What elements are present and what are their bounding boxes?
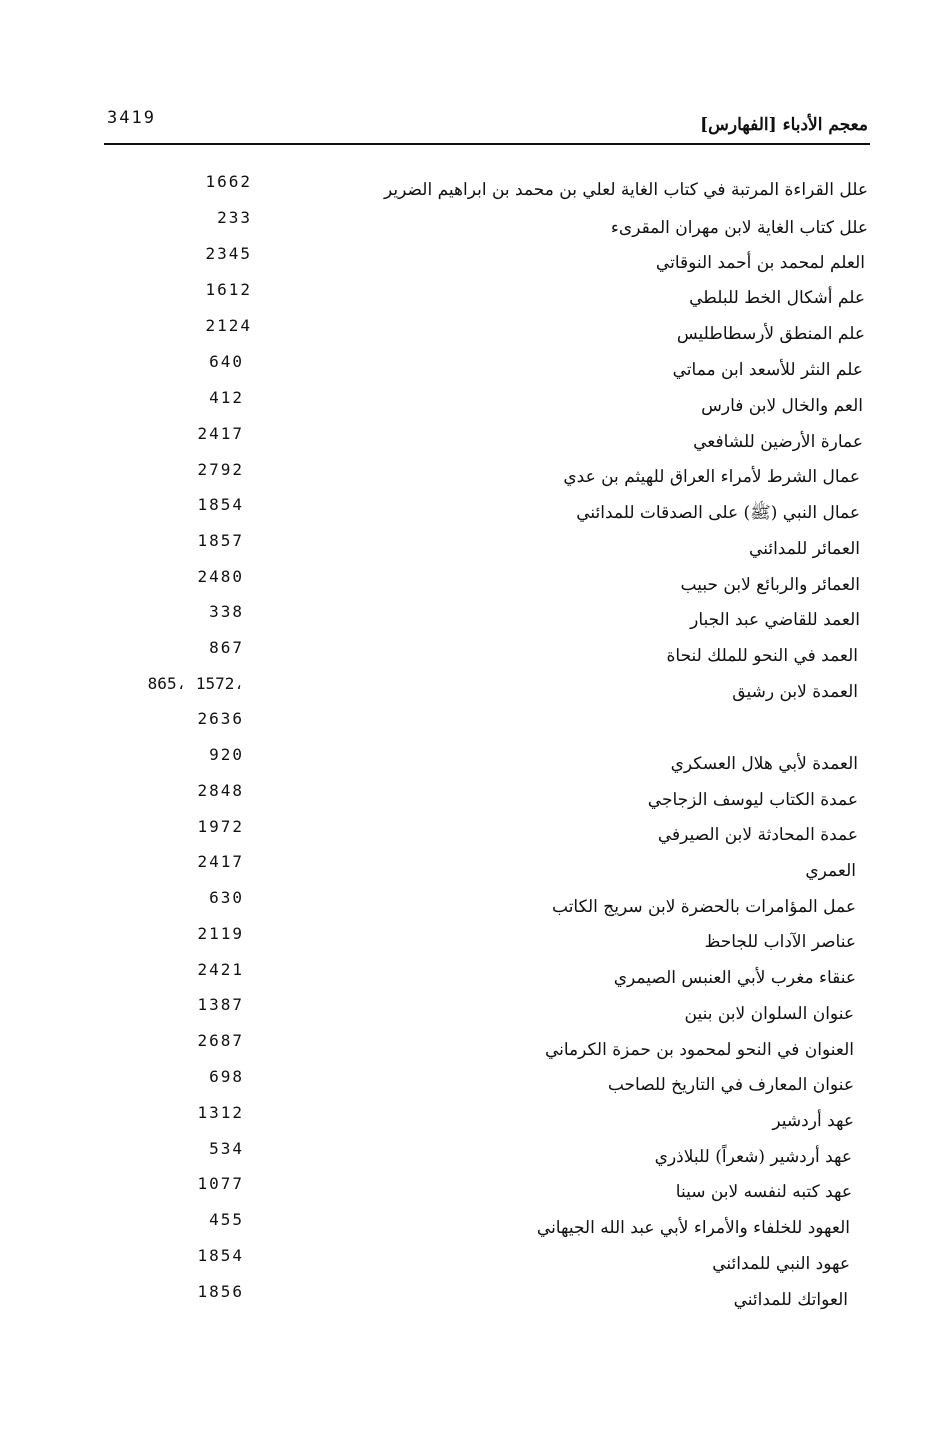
entry-page-numbers: 1856 (197, 1282, 244, 1301)
entry-title: العمري (805, 861, 856, 881)
entry-title: العهود للخلفاء والأمراء لأبي عبد الله الجيهاني (536, 1218, 850, 1238)
entry-page-numbers: 698 (209, 1067, 244, 1086)
entry-title: عمارة الأرضين للشافعي (693, 432, 863, 452)
entry-page-numbers: 1662 (205, 172, 252, 191)
entry-title: عناصر الآداب للجاحظ (704, 932, 856, 952)
entry-page-numbers: 2792 (197, 460, 244, 479)
entry-page-numbers: 412 (209, 388, 244, 407)
entry-page-numbers: 1854 (197, 495, 244, 514)
entry-title: عهد أردشير (772, 1111, 854, 1131)
entry-title: علم المنطق لأرسطاطليس (676, 324, 865, 344)
running-title: معجم الأدباء [الفهارس] (700, 115, 868, 135)
entry-title: عنوان السلوان لابن بنين (684, 1004, 854, 1024)
entry-title: عمدة الكتاب ليوسف الزجاجي (647, 790, 858, 810)
entry-title: العمد في النحو للملك لنحاة (666, 646, 858, 666)
entry-title: العمد للقاضي عبد الجبار (690, 610, 860, 630)
entry-page-numbers: 865، 1572، (147, 674, 244, 693)
entry-page-numbers: 630 (209, 888, 244, 907)
entry-title: العمائر والربائع لابن حبيب (680, 575, 860, 595)
entry-title: علم النثر للأسعد ابن مماتي (672, 360, 863, 380)
entry-title: العمدة لأبي هلال العسكري (670, 754, 858, 774)
entry-page-numbers: 2119 (197, 924, 244, 943)
entry-page-numbers: 2417 (197, 852, 244, 871)
entry-title: العمدة لابن رشيق (732, 682, 858, 702)
entry-title: العم والخال لابن فارس (701, 396, 863, 416)
entry-title: عمال النبي (ﷺ) على الصدقات للمدائني (576, 503, 860, 523)
page-number: 3419 (107, 108, 156, 128)
entry-title: عنوان المعارف في التاريخ للصاحب (607, 1075, 854, 1095)
entry-page-numbers: 1387 (197, 995, 244, 1014)
entry-title: علل كتاب الغاية لابن مهران المقرىء (610, 218, 868, 238)
entry-page-numbers: 1612 (205, 280, 252, 299)
entry-page-numbers: 1857 (197, 531, 244, 550)
entry-title: العمائر للمدائني (749, 539, 860, 559)
entry-page-numbers: 2124 (205, 316, 252, 335)
entry-title: علم أشكال الخط للبلطي (689, 288, 865, 308)
entry-title: عهد كتبه لنفسه لابن سينا (675, 1182, 852, 1202)
entry-title: العواتك للمدائني (733, 1290, 848, 1310)
entry-page-numbers: 2848 (197, 781, 244, 800)
entry-page-numbers: 2636 (197, 709, 244, 728)
entry-page-numbers: 640 (209, 352, 244, 371)
entry-page-numbers: 338 (209, 602, 244, 621)
entry-page-numbers: 2687 (197, 1031, 244, 1050)
entry-title: عمال الشرط لأمراء العراق للهيثم بن عدي (563, 467, 860, 487)
entry-title: عهد أردشير (شعراً) للبلاذري (654, 1147, 852, 1167)
entry-page-numbers: 2421 (197, 960, 244, 979)
entry-page-numbers: 455 (209, 1210, 244, 1229)
entry-title: عمدة المحادثة لابن الصيرفي (657, 825, 858, 845)
entry-page-numbers: 233 (217, 208, 252, 227)
entry-page-numbers: 920 (209, 745, 244, 764)
entry-page-numbers: 1312 (197, 1103, 244, 1122)
entry-page-numbers: 867 (209, 638, 244, 657)
entry-page-numbers: 534 (209, 1139, 244, 1158)
entry-title: العنوان في النحو لمحمود بن حمزة الكرماني (544, 1040, 854, 1060)
entry-title: علل القراءة المرتبة في كتاب الغاية لعلي بن محمد بن ابراهيم الضرير (384, 180, 868, 200)
entry-page-numbers: 2480 (197, 567, 244, 586)
entry-title: عنقاء مغرب لأبي العنبس الصيمري (613, 968, 856, 988)
entry-page-numbers: 2345 (205, 244, 252, 263)
entry-page-numbers: 1854 (197, 1246, 244, 1265)
entry-page-numbers: 1077 (197, 1174, 244, 1193)
entry-title: العلم لمحمد بن أحمد النوقاتي (655, 253, 865, 273)
entry-title: عهود النبي للمدائني (712, 1254, 850, 1274)
entry-title: عمل المؤامرات بالحضرة لابن سريج الكاتب (552, 897, 856, 917)
entry-page-numbers: 2417 (197, 424, 244, 443)
entry-page-numbers: 1972 (197, 817, 244, 836)
